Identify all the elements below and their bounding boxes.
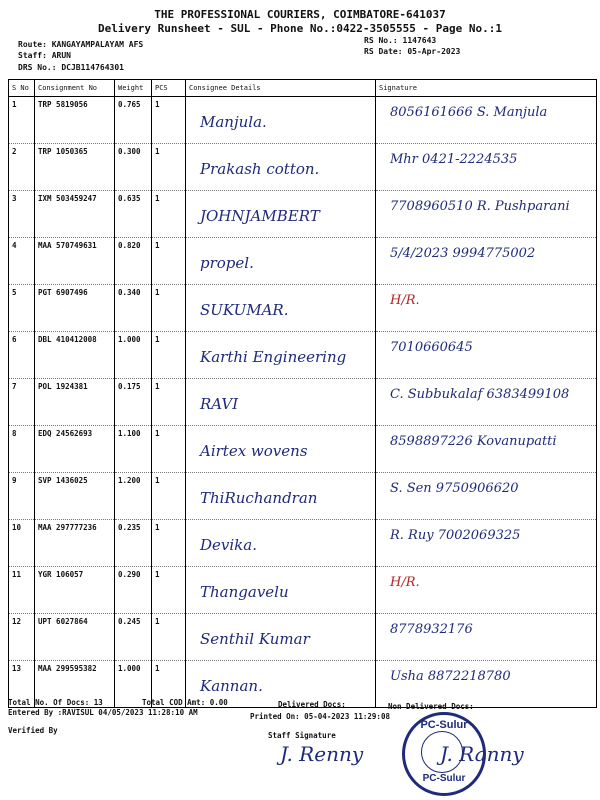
stamp-signature-mark: J. Ranny [440,742,524,766]
cell-pcs: 1 [152,191,186,238]
cell-weight: 0.245 [115,614,152,661]
cell-weight: 1.000 [115,661,152,708]
consignee-handwriting: Prakash cotton. [200,160,320,178]
cell-consignment-no: YGR 106057 [35,567,115,614]
cell-weight: 0.820 [115,238,152,285]
cell-sno: 1 [9,97,35,144]
table-row [9,614,597,661]
cell-sno: 5 [9,285,35,332]
table-header-row [9,80,597,97]
cell-signature [376,285,597,332]
cell-consignment-no: EDQ 24562693 [35,426,115,473]
cell-sno: 11 [9,567,35,614]
cell-signature [376,97,597,144]
table-row [9,567,597,614]
cell-consignee [186,97,376,144]
cell-weight: 0.300 [115,144,152,191]
cell-pcs: 1 [152,473,186,520]
cell-weight: 1.000 [115,332,152,379]
cell-consignment-no: TRP 5819056 [35,97,115,144]
cell-sno: 7 [9,379,35,426]
consignee-handwriting: SUKUMAR. [200,301,289,319]
stamp-text: PC-Sulur [420,719,468,731]
signature-handwriting: Mhr 0421-2224535 [390,152,518,167]
cell-signature [376,379,597,426]
cell-signature [376,661,597,708]
cell-consignment-no: POL 1924381 [35,379,115,426]
consignee-handwriting: Manjula. [200,113,267,131]
cell-signature [376,238,597,285]
cell-signature [376,191,597,238]
cell-consignee [186,473,376,520]
cell-pcs: 1 [152,97,186,144]
table-row [9,191,597,238]
cell-consignment-no: PGT 6907496 [35,285,115,332]
signature-handwriting: R. Ruy 7002069325 [390,528,521,543]
cell-sno: 13 [9,661,35,708]
consignee-handwriting: Devika. [200,536,257,554]
cell-pcs: 1 [152,332,186,379]
cell-weight: 1.100 [115,426,152,473]
table-row [9,520,597,567]
total-cod: Total COD Amt: 0.00 [142,698,228,707]
signature-handwriting: 8598897226 Kovanupatti [390,434,557,449]
table-row [9,473,597,520]
cell-signature [376,567,597,614]
runsheet-table [8,79,597,708]
route-info: Route: KANGAYAMPALAYAM AFS [18,40,144,49]
staff-info: Staff: ARUN [18,51,71,60]
col-header-signature: Signature [376,80,597,97]
non-delivered-docs: Non Delivered Docs: [388,702,474,711]
consignee-handwriting: JOHNJAMBERT [200,207,320,225]
signature-handwriting: H/R. [390,293,420,308]
signature-handwriting: 8056161666 S. Manjula [390,105,548,120]
cell-sno: 12 [9,614,35,661]
cell-sno: 3 [9,191,35,238]
signature-handwriting: 5/4/2023 9994775002 [390,246,536,261]
col-header-consignee: Consignee Details [186,80,376,97]
printed-on: Printed On: 05-04-2023 11:29:08 [250,712,390,721]
drs-number: DRS No.: DCJB114764301 [18,63,124,72]
cell-weight: 0.340 [115,285,152,332]
cell-weight: 1.200 [115,473,152,520]
consignee-handwriting: RAVI [200,395,239,413]
signature-handwriting: H/R. [390,575,420,590]
cell-consignee [186,144,376,191]
cell-weight: 0.765 [115,97,152,144]
cell-sno: 4 [9,238,35,285]
consignee-handwriting: Karthi Engineering [200,348,347,366]
cell-pcs: 1 [152,238,186,285]
cell-consignment-no: TRP 1050365 [35,144,115,191]
staff-signature-mark: J. Renny [280,742,364,766]
cell-pcs: 1 [152,567,186,614]
cell-sno: 8 [9,426,35,473]
cell-signature [376,144,597,191]
consignee-handwriting: ThiRuchandran [200,489,318,507]
cell-weight: 0.290 [115,567,152,614]
verified-by: Verified By [8,726,58,735]
cell-pcs: 1 [152,614,186,661]
document-subtitle: Delivery Runsheet - SUL - Phone No.:0422-3505555 - Page No.:1 [98,22,502,35]
cell-sno: 6 [9,332,35,379]
cell-sno: 10 [9,520,35,567]
staff-signature-label: Staff Signature [268,731,336,740]
cell-signature [376,332,597,379]
rs-date: RS Date: 05-Apr-2023 [364,47,461,56]
cell-weight: 0.175 [115,379,152,426]
cell-consignee [186,426,376,473]
cell-consignment-no: UPT 6027864 [35,614,115,661]
cell-consignment-no: MAA 297777236 [35,520,115,567]
col-header-sno: S No [9,80,35,97]
consignee-handwriting: Thangavelu [200,583,289,601]
cell-pcs: 1 [152,661,186,708]
table-row [9,379,597,426]
cell-consignee [186,285,376,332]
cell-consignee [186,614,376,661]
cell-consignee [186,567,376,614]
cell-pcs: 1 [152,426,186,473]
cell-consignment-no: MAA 299595382 [35,661,115,708]
cell-consignment-no: SVP 1436025 [35,473,115,520]
stamp-text-bottom: PC-Sulur [422,773,466,784]
cell-consignee [186,238,376,285]
signature-handwriting: 7708960510 R. Pushparani [390,199,570,214]
table-row [9,97,597,144]
cell-pcs: 1 [152,144,186,191]
cell-consignment-no: DBL 410412008 [35,332,115,379]
consignee-handwriting: propel. [200,254,254,272]
consignee-handwriting: Airtex wovens [200,442,308,460]
signature-handwriting: 8778932176 [390,622,473,637]
cell-consignee [186,191,376,238]
table-row [9,285,597,332]
cell-signature [376,426,597,473]
cell-pcs: 1 [152,379,186,426]
cell-weight: 0.235 [115,520,152,567]
signature-handwriting: Usha 8872218780 [390,669,511,684]
cell-signature [376,473,597,520]
cell-pcs: 1 [152,520,186,567]
cell-consignment-no: MAA 570749631 [35,238,115,285]
cell-sno: 2 [9,144,35,191]
cell-weight: 0.635 [115,191,152,238]
signature-handwriting: S. Sen 9750906620 [390,481,519,496]
col-header-weight: Weight [115,80,152,97]
entered-by: Entered By :RAVISUL 04/05/2023 11:28:10 AM [8,708,198,717]
signature-handwriting: 7010660645 [390,340,473,355]
cell-sno: 9 [9,473,35,520]
cell-consignee [186,520,376,567]
cell-signature [376,614,597,661]
document-title: THE PROFESSIONAL COURIERS, COIMBATORE-641037 [154,8,446,21]
table-row [9,332,597,379]
col-header-pcs: PCS [152,80,186,97]
table-row [9,426,597,473]
table-row [9,238,597,285]
consignee-handwriting: Kannan. [200,677,263,695]
signature-handwriting: C. Subbukalaf 6383499108 [390,387,570,402]
cell-consignment-no: IXM 503459247 [35,191,115,238]
consignee-handwriting: Senthil Kumar [200,630,310,648]
cell-pcs: 1 [152,285,186,332]
cell-signature [376,520,597,567]
rs-number: RS No.: 1147643 [364,36,437,45]
total-docs: Total No. Of Docs: 13 [8,698,103,707]
delivered-docs: Delivered Docs: [278,700,346,709]
cell-consignee [186,332,376,379]
table-row [9,144,597,191]
col-header-consignment: Consignment No [35,80,115,97]
cell-consignee [186,379,376,426]
